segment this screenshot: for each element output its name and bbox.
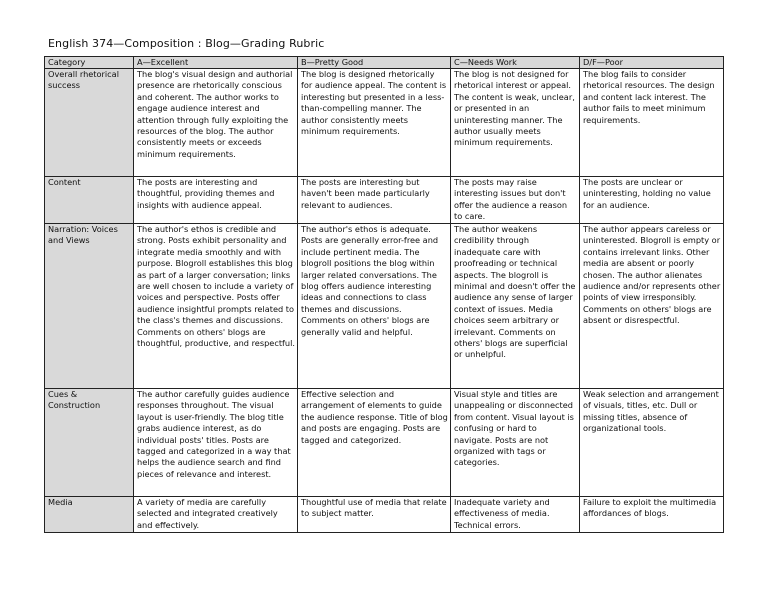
grading-rubric-table — [44, 56, 724, 533]
grade-df-cell: The author appears careless or uninterested. Blogroll is empty or contains irrelevant links. Other media are absent or poorly chosen. The author alienates audience and/or represents other points of view irresponsibly. Comments on others' blogs are absent or disrespectful. — [580, 224, 724, 389]
category-cell: Overall rhetorical success — [45, 69, 134, 177]
grade-a-cell: The author carefully guides audience responses throughout. The visual layout is user-friendly. The blog title grabs audience interest, as do individual posts' titles. Posts are tagged and categorized in a way that helps the audience search and find pieces of relevance and interest. — [134, 389, 298, 497]
grade-c-cell: The posts may raise interesting issues but don't offer the audience a reason to care. — [451, 177, 580, 224]
grade-b-cell: Effective selection and arrangement of elements to guide the audience response. Title of blog and posts are engaging. Posts are tagged and categorized. — [298, 389, 451, 497]
grade-a-cell: A variety of media are carefully selected and integrated creatively and effectively. — [134, 497, 298, 533]
table-row — [45, 497, 724, 533]
category-cell: Cues & Construction — [45, 389, 134, 497]
grade-a-cell: The posts are interesting and thoughtful, providing themes and insights with audience appeal. — [134, 177, 298, 224]
category-cell: Media — [45, 497, 134, 533]
table-row — [45, 177, 724, 224]
grade-df-cell: Failure to exploit the multimedia affordances of blogs. — [580, 497, 724, 533]
page-title: English 374—Composition : Blog—Grading Rubric — [48, 37, 325, 50]
grade-df-cell: The blog fails to consider rhetorical resources. The design and content lack interest. The author fails to meet minimum requirements. — [580, 69, 724, 177]
grade-df-cell: Weak selection and arrangement of visuals, titles, etc. Dull or missing titles, absence of organizational tools. — [580, 389, 724, 497]
grade-c-cell: The blog is not designed for rhetorical interest or appeal. The content is weak, unclear, or presented in an uninteresting manner. The author usually meets minimum requirements. — [451, 69, 580, 177]
column-header-needs-work: C—Needs Work — [451, 57, 580, 69]
column-header-pretty-good: B—Pretty Good — [298, 57, 451, 69]
column-header-excellent: A—Excellent — [134, 57, 298, 69]
table-row — [45, 224, 724, 389]
grade-a-cell: The author's ethos is credible and strong. Posts exhibit personality and integrate media smoothly and with purpose. Blogroll establishes this blog as part of a larger conversation; links are well chosen to include a variety of voices and perspective. Posts offer audience insightful prompts related to the class's themes and discussions. Comments on others' blogs are thoughtful, productive, and respectful. — [134, 224, 298, 389]
grade-df-cell: The posts are unclear or uninteresting, holding no value for an audience. — [580, 177, 724, 224]
grade-b-cell: The author's ethos is adequate. Posts are generally error-free and include pertinent media. The blogroll positions the blog within larger related conversations. The blog offers audience interesting ideas and connections to class themes and discussions. Comments on others' blogs are generally valid and helpful. — [298, 224, 451, 389]
category-cell: Narration: Voices and Views — [45, 224, 134, 389]
grade-b-cell: Thoughtful use of media that relate to subject matter. — [298, 497, 451, 533]
column-header-category: Category — [45, 57, 134, 69]
grade-a-cell: The blog's visual design and authorial presence are rhetorically conscious and coherent. The author works to engage audience interest and attention through fully exploiting the resources of the blog. The author consistently meets or exceeds minimum requirements. — [134, 69, 298, 177]
category-cell: Content — [45, 177, 134, 224]
grade-b-cell: The posts are interesting but haven't been made particularly relevant to audiences. — [298, 177, 451, 224]
table-row — [45, 69, 724, 177]
table-header-row — [45, 57, 724, 69]
grade-b-cell: The blog is designed rhetorically for audience appeal. The content is interesting but presented in a less-than-compelling manner. The author consistently meets minimum requirements. — [298, 69, 451, 177]
table-row — [45, 389, 724, 497]
grade-c-cell: The author weakens credibility through inadequate care with proofreading or technical aspects. The blogroll is minimal and doesn't offer the audience any sense of larger context of issues. Media choices seem arbitrary or irrelevant. Comments on others' blogs are superficial or unhelpful. — [451, 224, 580, 389]
grade-c-cell: Visual style and titles are unappealing or disconnected from content. Visual layout is confusing or hard to navigate. Posts are not organized with tags or categories. — [451, 389, 580, 497]
grade-c-cell: Inadequate variety and effectiveness of media. Technical errors. — [451, 497, 580, 533]
column-header-poor: D/F—Poor — [580, 57, 724, 69]
